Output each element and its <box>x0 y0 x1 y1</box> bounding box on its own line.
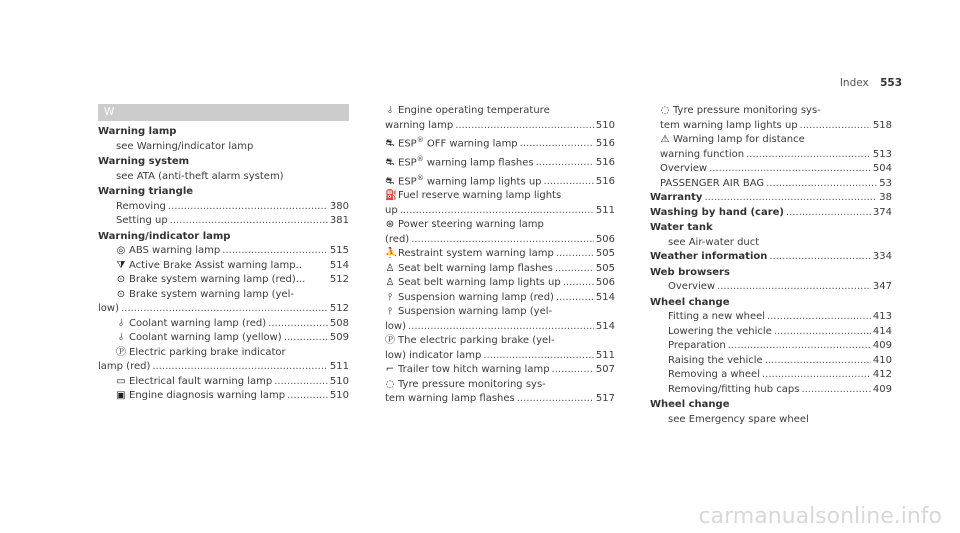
see-reference[interactable]: see ATA (anti-theft alarm system) <box>116 170 284 182</box>
index-row[interactable]: ▣ Engine diagnosis warning lamp ..... 510 <box>98 389 349 404</box>
parking-brake-icon: Ⓟ <box>116 346 126 358</box>
seat-belt-icon: ♙ <box>385 277 395 289</box>
index-row[interactable]: Ⓟ Electric parking brake indicator <box>98 346 349 361</box>
index-row[interactable]: ⫯ Suspension warning lamp (red) ..... 514 <box>385 291 615 306</box>
index-row-cont[interactable]: warning lamp ..... 510 <box>385 119 615 134</box>
index-column-1 <box>98 104 349 404</box>
index-row[interactable]: ⫰ Coolant warning lamp (red) ..... 508 <box>98 317 349 332</box>
steering-icon: ⊛ <box>385 219 395 231</box>
abs-icon: ◎ <box>116 245 126 256</box>
index-row[interactable]: Washing by hand (care) ..... 374 <box>650 206 892 221</box>
suspension-icon: ⫯ <box>387 291 393 303</box>
index-row-cont[interactable]: tem warning lamp flashes ..... 517 <box>385 392 615 407</box>
index-row[interactable]: Ⓟ The electric parking brake (yel- <box>385 334 615 349</box>
entry-title: Web browsers <box>650 266 730 278</box>
coolant-icon: ⫰ <box>118 317 124 329</box>
index-row[interactable]: ⫯ Suspension warning lamp (yel- <box>385 305 615 320</box>
index-row-cont[interactable]: (red) ..... 506 <box>385 233 615 248</box>
index-row[interactable]: Lowering the vehicle ..... 414 <box>660 325 892 340</box>
index-row[interactable]: ◎ ABS warning lamp ..... 515 <box>98 244 349 259</box>
index-row-cont[interactable]: low) indicator lamp ..... 511 <box>385 349 615 364</box>
parking-brake-icon: Ⓟ <box>385 335 395 347</box>
index-row[interactable]: Setting up ..... 381 <box>98 214 349 229</box>
index-row[interactable]: Preparation ..... 409 <box>660 339 892 354</box>
engine-icon: ▣ <box>116 390 126 401</box>
index-row[interactable]: ⛐ ESP® warning lamp flashes ..... 516 <box>385 152 615 171</box>
index-row[interactable]: Raising the vehicle ..... 410 <box>660 354 892 369</box>
index-row[interactable]: ⚠ Warning lamp for distance <box>660 133 892 148</box>
index-row[interactable]: Overview ..... 504 <box>660 162 892 177</box>
entry-title: Warning/indicator lamp <box>98 230 231 242</box>
index-row[interactable]: ⊙ Brake system warning lamp (red)... 512 <box>98 273 349 288</box>
see-reference[interactable]: see Emergency spare wheel <box>668 413 809 425</box>
engine-temperature-icon: ⫰ <box>387 105 393 116</box>
index-row-cont[interactable]: low) ..... 514 <box>385 320 615 335</box>
index-row[interactable]: ⫰ Engine operating temperature <box>385 104 615 119</box>
index-row[interactable]: Fitting a new wheel ..... 413 <box>660 310 892 325</box>
restraint-icon: ⛹ <box>385 248 398 260</box>
index-row[interactable]: ◌ Tyre pressure monitoring sys- <box>385 378 615 393</box>
battery-icon: ▭ <box>116 375 126 387</box>
index-row[interactable]: Weather information ..... 334 <box>650 250 892 265</box>
index-row[interactable]: Overview ..... 347 <box>660 280 892 295</box>
entry-title: Warning triangle <box>98 186 194 197</box>
tyre-pressure-icon: ◌ <box>660 105 670 116</box>
index-column-3 <box>650 104 892 427</box>
index-row-cont[interactable]: low) ..... 512 <box>98 302 349 317</box>
index-row[interactable]: ◌ Tyre pressure monitoring sys- <box>660 104 892 119</box>
index-column-2 <box>385 104 615 407</box>
index-row[interactable]: ▭ Electrical fault warning lamp ..... 510 <box>98 375 349 390</box>
index-row-cont[interactable]: up ..... 511 <box>385 204 615 219</box>
index-row[interactable]: ⛐ ESP® OFF warning lamp ..... 516 <box>385 133 615 152</box>
index-row[interactable]: ⌐ Trailer tow hitch warning lamp ..... 507 <box>385 363 615 378</box>
section-letter-bar: W <box>98 104 349 121</box>
suspension-icon: ⫯ <box>387 306 393 318</box>
entry-title: Warning lamp <box>98 126 177 137</box>
index-row[interactable]: Removing a wheel ..... 412 <box>660 368 892 383</box>
brake-system-icon: ⊙ <box>116 274 126 285</box>
see-reference[interactable]: see Air-water duct <box>668 236 760 248</box>
entry-title: Wheel change <box>650 399 730 410</box>
esp-icon: ⛐ <box>385 175 395 187</box>
brake-system-icon: ⊙ <box>116 288 126 300</box>
index-row-cont[interactable]: lamp (red) ..... 511 <box>98 360 349 375</box>
index-row[interactable]: ⧩ Active Brake Assist warning lamp.. 514 <box>98 259 349 274</box>
index-row[interactable]: ⊛ Power steering warning lamp <box>385 218 615 233</box>
entry-title: Wheel change <box>650 296 730 308</box>
index-row-cont[interactable]: tem warning lamp lights up ..... 518 <box>660 119 892 134</box>
brake-assist-icon: ⧩ <box>116 259 126 271</box>
seat-belt-icon: ♙ <box>385 262 395 274</box>
index-row[interactable]: Removing/fitting hub caps ..... 409 <box>660 383 892 398</box>
page-header <box>840 77 902 89</box>
watermark: carmanualsonline.info <box>698 504 942 529</box>
distance-warning-icon: ⚠ <box>660 134 670 145</box>
tyre-pressure-icon: ◌ <box>385 378 395 390</box>
index-row-cont[interactable]: warning function ..... 513 <box>660 148 892 163</box>
page-number: 553 <box>880 77 902 89</box>
index-row[interactable]: ⊙ Brake system warning lamp (yel- <box>98 288 349 303</box>
entry-title: Water tank <box>650 222 713 233</box>
index-row[interactable]: ⛽Fuel reserve warning lamp lights <box>385 189 615 204</box>
index-row[interactable]: ♙ Seat belt warning lamp lights up ..... 506 <box>385 276 615 291</box>
index-row[interactable]: ⛐ ESP® warning lamp lights up ..... 516 <box>385 171 615 190</box>
header-title: Index <box>839 77 869 89</box>
fuel-icon: ⛽ <box>385 190 398 202</box>
esp-off-icon: ⛐ <box>385 138 395 150</box>
index-row[interactable]: ⫰ Coolant warning lamp (yellow) ..... 509 <box>98 331 349 346</box>
index-row[interactable]: Warranty ..... 38 <box>650 191 892 206</box>
index-row[interactable]: PASSENGER AIR BAG ..... 53 <box>660 177 892 192</box>
entry-title: Warning system <box>98 156 190 167</box>
index-row[interactable]: Removing ..... 380 <box>98 200 349 215</box>
esp-icon: ⛐ <box>385 157 395 169</box>
index-row[interactable]: ♙ Seat belt warning lamp flashes ..... 505 <box>385 262 615 277</box>
index-row[interactable]: ⛹ Restraint system warning lamp ..... 505 <box>385 247 615 262</box>
coolant-icon: ⫰ <box>118 332 124 343</box>
see-reference[interactable]: see Warning/indicator lamp <box>116 140 254 152</box>
trailer-hitch-icon: ⌐ <box>385 364 395 376</box>
